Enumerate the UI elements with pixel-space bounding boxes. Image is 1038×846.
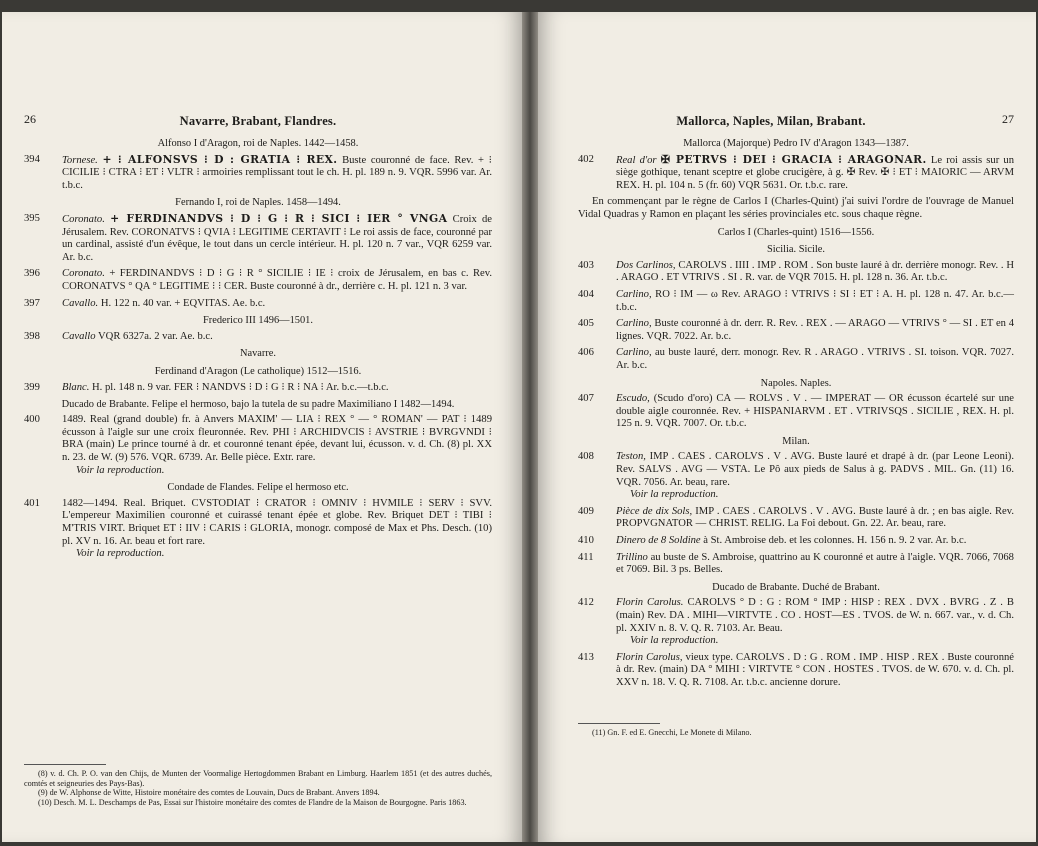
coin-name: Dos Carlinos,	[616, 259, 676, 271]
catalog-entry	[578, 552, 1014, 577]
book-gutter	[522, 12, 538, 842]
section-heading: Sicilia. Sicile.	[766, 244, 825, 256]
entry-description: au buste lauré, derr. monogr. Rev. R . ARAGO . VTRIVS . SI. toison. VQR. 7027. Ar. b.c.	[616, 347, 1014, 371]
entry-description: Buste couronné de face. Rev. + ⁝ CICILIE ⁝ CTRA ⁝ ET ⁝ VLTR ⁝ armoiries remplissant tout le ch. H. pl. 189 n. 9. VQR. 5996 var. Ar. t.b.c.	[62, 154, 492, 191]
footnote: (10) Desch. M. L. Deschamps de Pas, Essai sur l'histoire monétaire des comtes de Flandre de la Maison de Bourgogne. Paris 1863.	[38, 798, 467, 808]
entry-number: 395	[24, 212, 40, 224]
entry-number: 403	[578, 259, 594, 271]
entry-text	[62, 298, 492, 311]
coin-name: Dinero de 8 Soldine	[616, 535, 701, 547]
entry-text	[616, 260, 1014, 285]
section-heading: Frederico III 1496—1501.	[203, 315, 313, 327]
running-head: Mallorca, Naples, Milan, Brabant.	[676, 114, 866, 128]
reproduction-note: Voir la reproduction.	[76, 464, 165, 476]
catalog-entry	[24, 213, 492, 264]
entry-number: 394	[24, 153, 40, 165]
catalog-entry	[578, 506, 1014, 531]
entry-number: 411	[578, 551, 594, 563]
catalog-entry	[24, 414, 492, 477]
entry-description: Croix de Jérusalem. Rev. CORONATVS ⁝ QVIA ⁝ LEGITIME CERTAVIT ⁝ Le roi assis de face, couronné par un cardinal, assisté d'un évêque, le tout dans un cercle intérieur. H. pl. 120 n. 7 var., VQR 6259 var. Ar. b.c.	[62, 213, 493, 263]
catalog-entry	[578, 535, 1014, 548]
section-heading: Ferdinand d'Aragon (Le catholique) 1512—1516.	[154, 365, 362, 377]
entry-description: vieux type. CAROLVS . D : G . ROM . IMP . HISP . REX . Buste couronné à dr. Rev. (main) DA ° MIHI : VIRTVTE ° CON . HOSTES . TVOS. de W. 670. v. d. Ch. pl. XXV n. 18. V. Q. R. 7108. Ar. t.b.c. ancienne dorure.	[616, 651, 1014, 688]
entry-number: 413	[578, 651, 594, 663]
entry-number: 412	[578, 597, 594, 609]
catalog-entry	[578, 597, 1014, 647]
catalog-entry	[578, 318, 1014, 343]
entry-text	[616, 506, 1014, 531]
catalog-entry	[24, 382, 492, 395]
page-number: 26	[24, 112, 36, 126]
catalog-entry	[578, 260, 1014, 285]
intro-paragraph: En commençant par le règne de Carlos I (Charles-Quint) j'ai suivi l'ordre de l'ouvrage de Manuel Vidal Quadras y Ramon en plaçant les séries provinciales etc. sous chaque règne.	[578, 196, 1014, 220]
entry-description: (Scudo d'oro) CA — ROLVS . V . — IMPERAT — OR écusson écartelé sur une double aigle couronnée. Rev. + HISPANIARVM . ET . VTRIVSQS . SICILIE , REX. H. pl. 125 n. 9. VQR. 7007. Or. t.b.c.	[616, 393, 1014, 430]
coin-name: Cavallo	[62, 330, 96, 342]
running-head: Navarre, Brabant, Flandres.	[179, 114, 337, 128]
entry-text	[616, 347, 1014, 372]
entry-number: 408	[578, 451, 594, 463]
entry-description: au buste de S. Ambroise, quattrino au K couronné et autre à l'aigle. VQR. 7066, 7068 et 7069. Bil. 3 ps. Belles.	[616, 551, 1014, 576]
entry-number: 405	[578, 318, 594, 330]
section-heading: Napoles. Naples.	[760, 377, 832, 389]
entry-number: 410	[578, 535, 594, 547]
coin-name: Tornese.	[62, 154, 98, 166]
footnote-list	[578, 728, 1014, 738]
entry-text	[62, 498, 492, 561]
entry-number: 397	[24, 297, 40, 309]
entry-text	[62, 154, 492, 193]
entry-number: 399	[24, 381, 40, 393]
coin-name: Real d'or	[616, 154, 657, 166]
entry-description: H. 122 n. 40 var. + EQVITAS. Ae. b.c.	[100, 297, 266, 309]
section-heading: Condade de Flandes. Felipe el hermoso etc.	[167, 482, 349, 494]
footnote-list	[24, 769, 492, 808]
entry-text	[62, 331, 492, 344]
coin-name: Carlino,	[616, 288, 652, 300]
entry-number: 406	[578, 347, 594, 359]
coin-name: Cavallo.	[62, 297, 99, 309]
entry-description: CAROLVS . IIII . IMP . ROM . Son buste lauré à dr. derrière monogr. Rev. . H . ARAGO . ET VTRIVS . SI . R. var. de VQR 7015. H. pl. 128 n. 36. Ar. t.b.c.	[616, 259, 1014, 284]
section-heading: Mallorca (Majorque) Pedro IV d'Aragon 1343—1387.	[683, 138, 909, 149]
coin-name: Florin Carolus,	[616, 651, 683, 663]
catalog-entry	[578, 451, 1014, 501]
footnote-rule	[24, 764, 106, 765]
coin-legend: + FERDINANDVS ⁝ D ⁝ G ⁝ R ⁝ SICI ⁝ IER ° VNGA	[110, 211, 448, 225]
entry-number: 401	[24, 497, 40, 509]
section-heading: Navarre.	[239, 348, 277, 360]
entry-text	[616, 552, 1014, 577]
catalog-entry	[578, 154, 1014, 193]
entry-description: + FERDINANDVS ⁝ D ⁝ G ⁝ R ° SICILIE ⁝ IE ⁝ croix de Jérusalem, en bas c. Rev. CORONATVS ° QA ° LEGITIME ⁝ ⁝ CER. Buste couronné à dr., derrière c. H. pl. 121 n. 3 var.	[62, 268, 492, 292]
coin-name: Escudo,	[616, 393, 650, 405]
entry-number: 396	[24, 268, 40, 280]
entry-description: Le roi assis sur un siège gothique, tenant sceptre et globe crucigère, à g. ✠ Rev. ✠ ⁝ ET ⁝ MAIORIC — ARVM REX. H. pl. 104 n. 5 (fr. 60) VQR 5631. Or. t.b.c. rare.	[616, 154, 1014, 191]
page-number: 27	[1002, 112, 1014, 126]
section-heading: Ducado de Brabante. Felipe el hermoso, bajo la tutela de su padre Maximiliano I 1482—1494.	[61, 399, 455, 411]
reproduction-note: Voir la reproduction.	[630, 489, 719, 501]
entry-text	[62, 382, 492, 395]
catalog-entry	[578, 652, 1014, 690]
coin-name: Florin Carolus.	[616, 597, 684, 609]
entry-description: RO ⁝ IM — ω Rev. ARAGO ⁝ VTRIVS ⁝ SI ⁝ ET ⁝ A. H. pl. 128 n. 47. Ar. b.c.—t.b.c.	[616, 288, 1014, 313]
section-heading: Carlos I (Charles-quint) 1516—1556.	[717, 226, 875, 238]
entry-text	[616, 597, 1014, 647]
entry-number: 398	[24, 330, 40, 342]
entry-description: VQR 6327a. 2 var. Ae. b.c.	[98, 330, 213, 342]
entry-text	[616, 393, 1014, 431]
entry-text	[62, 213, 492, 264]
coin-legend: + ⁝ ALFONSVS ⁝ D : GRATIA ⁝ REX.	[102, 152, 338, 166]
reproduction-note: Voir la reproduction.	[76, 548, 165, 560]
footnote-rule	[578, 723, 660, 724]
catalog-entry	[24, 331, 492, 344]
page-body	[24, 138, 492, 561]
entry-description: IMP . CAES . CAROLVS . V . AVG. Buste lauré et drapé à dr. (par Leone Leoni). Rev. SALVS . AVG — VSTA. Le Pô aux pieds de Salus à g. PADVS . MIL. Gn. (11) 16. VQR. 7056. Ar. beau, rare.	[616, 451, 1014, 488]
page-header	[578, 104, 1014, 132]
entry-text	[616, 289, 1014, 314]
catalog-entry	[578, 393, 1014, 431]
coin-name: Carlino,	[616, 347, 652, 359]
coin-name: Pièce de dix Sols,	[616, 505, 693, 517]
footnote: (8) v. d. Ch. P. O. van den Chijs, de Munten der Voormalige Hertogdommen Brabant en Limburg. Haarlem 1851 (et des autres duchés, comtés et seigneuries des Pays-Bas).	[24, 768, 492, 788]
entry-text	[616, 154, 1014, 193]
coin-name: Teston,	[616, 451, 646, 463]
right-page	[538, 12, 1036, 842]
entry-text	[616, 451, 1014, 501]
entry-description: 1482—1494. Real. Briquet. CVSTODIAT ⁝ CRATOR ⁝ OMNIV ⁝ HVMILE ⁝ SERV ⁝ SVV. L'empereur Maximilien couronné et cuirassé tenant épée et globe. Rev. Briquet DET ⁝ TIBI ⁝ M'TRIS VIRT. Briquet ET ⁝ IIV ⁝ CARIS ⁝ GLORIA, monogr. composé de Max et Phs. Desch. (10) pl. XV n. 16. Ar. beau et fort rare.	[62, 497, 492, 547]
entry-description: à St. Ambroise deb. et les colonnes. H. 156 n. 9. 2 var. Ar. b.c.	[703, 535, 967, 547]
entry-text	[616, 535, 1014, 548]
catalog-entry	[24, 268, 492, 293]
entry-number: 407	[578, 393, 594, 405]
page-body	[578, 138, 1014, 690]
entry-number: 400	[24, 414, 40, 426]
left-page	[2, 12, 522, 842]
catalog-entry	[578, 289, 1014, 314]
coin-name: Carlino,	[616, 318, 652, 330]
entry-number: 409	[578, 505, 594, 517]
section-heading: Ducado de Brabante. Duché de Brabant.	[712, 581, 880, 593]
catalog-entry	[24, 498, 492, 561]
entry-number: 404	[578, 288, 594, 300]
entry-text	[616, 318, 1014, 343]
page-header	[24, 104, 492, 132]
entry-description: IMP . CAES . CAROLVS . V . AVG. Buste lauré à dr. ; en bas aigle. Rev. PROPVGNATOR — CHRIST. RELIG. La Foi debout. Gn. 22. Ar. beau, rare.	[616, 505, 1015, 530]
footnotes	[24, 764, 492, 808]
entry-text	[616, 652, 1014, 690]
coin-name: Blanc.	[62, 381, 90, 393]
reproduction-note: Voir la reproduction.	[630, 635, 719, 647]
entry-description: 1489. Real (grand double) fr. à Anvers MAXIM' — LIA ⁝ REX ° — ° ROMAN' — PAT ⁝ 1489 écusson à l'aigle sur une croix fleuronnée. Rev. PHI ⁝ ARCHIDVCIS ⁝ AVSTRIE ⁝ BVRGVNDI ⁝ BRA (main) Le prince tourné à dr. et couronné tenant épée, devant lui, écusson. v. d. Ch. (8) pl. XX n. 23. de W. (9) 576. VQR. 6739. Ar. Belle pièce. Extr. rare.	[62, 414, 492, 464]
catalog-entry	[578, 347, 1014, 372]
section-heading: Alfonso I d'Aragon, roi de Naples. 1442—1458.	[157, 138, 359, 149]
catalog-entry	[24, 154, 492, 193]
footnotes	[578, 723, 1014, 738]
coin-name: Coronato.	[62, 213, 105, 225]
entry-text	[62, 414, 492, 477]
section-heading: Milan.	[782, 435, 810, 447]
entry-number: 402	[578, 153, 594, 165]
catalog-entry	[24, 298, 492, 311]
section-heading: Fernando I, roi de Naples. 1458—1494.	[175, 197, 341, 209]
coin-name: Coronato.	[62, 268, 105, 280]
entry-text	[62, 268, 492, 293]
entry-description: CAROLVS ° D : G : ROM ° IMP : HISP : REX . DVX . BVRG . Z . B (main) Rev. DA . MIHI—VIRTVTE . CO . HOST—ES . TVOS. de W. n. 667. var., v. d. Ch. pl. XXIV n. 8. V. Q. R. 7103. Ar. Beau.	[616, 597, 1014, 634]
footnote: (9) de W. Alphonse de Witte, Histoire monétaire des comtes de Louvain, Ducs de Brabant. Anvers 1894.	[38, 788, 380, 798]
entry-description: Buste couronné à dr. derr. R. Rev. . REX . — ARAGO — VTRIVS ° — SI . ET en 4 lignes. VQR. 7022. Ar. b.c.	[616, 318, 1014, 342]
entry-description: H. pl. 148 n. 9 var. FER ⁝ NANDVS ⁝ D ⁝ G ⁝ R ⁝ NA ⁝ Ar. b.c.—t.b.c.	[92, 381, 389, 393]
footnote: (11) Gn. F. ed E. Gnecchi, Le Monete di Milano.	[592, 728, 752, 738]
coin-name: Trillino	[616, 551, 648, 563]
coin-legend: ✠ PETRVS ⁝ DEI ⁝ GRACIA ⁝ ARAGONAR.	[660, 152, 927, 166]
